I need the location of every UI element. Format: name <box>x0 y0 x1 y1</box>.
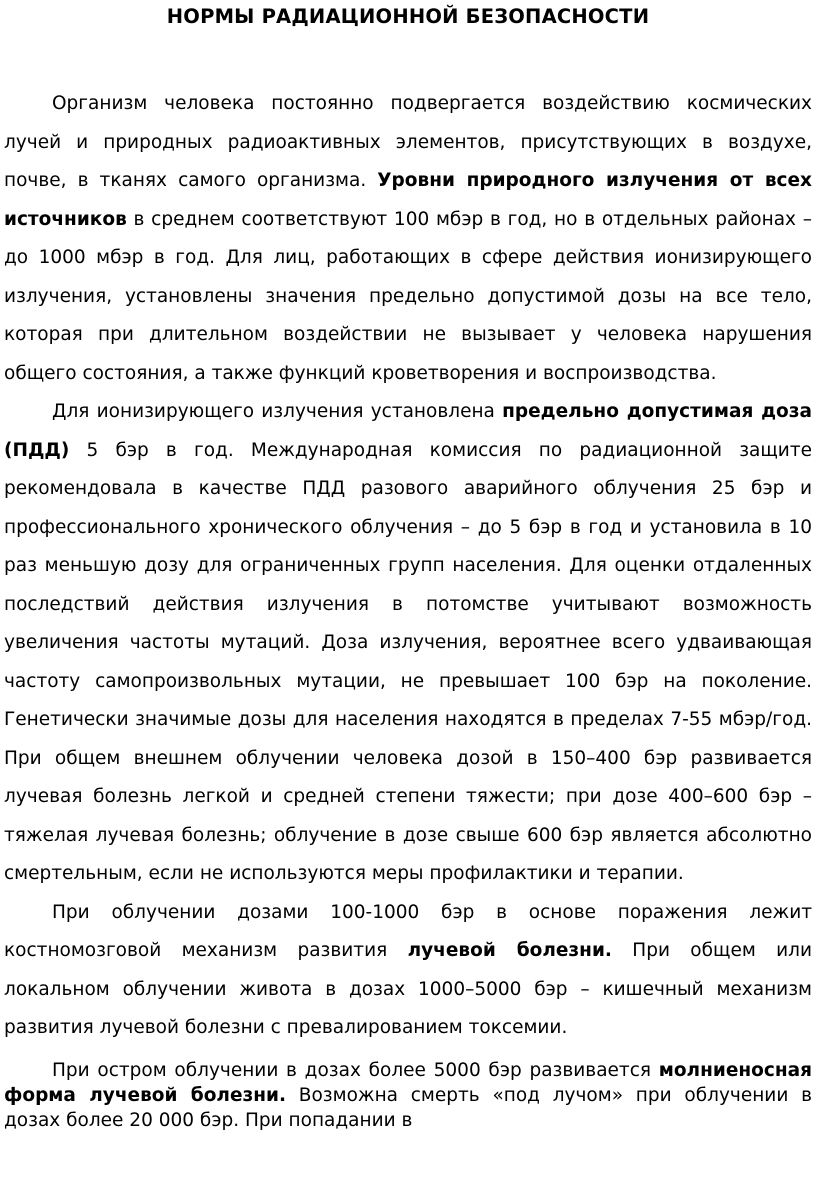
paragraph-text: Организм человека постоянно подвергается воздействию космических лучей и природных радиоактивных элементов, присутствующих в воздухе, почве, в тканях самого организма. <box>4 93 812 191</box>
paragraph-text: Возможна смерть «под лучом» при облучении в дозах более 20 000 бэр. При попадании в <box>4 1084 813 1131</box>
paragraph-text: в среднем соответствуют 100 мбэр в год, но в отдельных районах – до 1000 мбэр в год. Для лиц, работающих в сфере действия ионизирующего излучения, установлены значения предельно допустимой дозы на все тело, которая при длительном воздействии не вызывает у человека нарушения общего состояния, а также функций кроветворения и воспроизводства. <box>4 208 812 384</box>
bold-term: молниеносная форма лучевой болезни. <box>4 1059 812 1106</box>
bold-term: предельно допустимая доза (ПДД) <box>4 401 812 461</box>
page-title: НОРМЫ РАДИАЦИОННОЙ БЕЗОПАСНОСТИ <box>166 5 650 28</box>
paragraph-radiation-sickness <box>4 894 812 1048</box>
paragraph-text: Для ионизирующего излучения установлена <box>52 401 503 422</box>
paragraph-text: 5 бэр в год. Международная комиссия по радиационной защите рекомендовала в качестве ПДД разового аварийного облучения 25 бэр и профессионального хронического облучения – до 5 бэр в год и установила в 10 раз меньшую дозу для ограниченных групп населения. Для оценки отдаленных последствий действия излучения в потомстве учитывают возможность увеличения частоты мутаций. Доза излучения, вероятнее всего удваивающая частоту самопроизвольных мутации, не превышает 100 бэр на поколение. Генетически значимые дозы для населения находятся в пределах 7-55 мбэр/год. При общем внешнем облучении человека дозой в 150–400 бэр развивается лучевая болезнь легкой и средней степени тяжести; при дозе 400–600 бэр – тяжелая лучевая болезнь; облучение в дозе свыше 600 бэр является абсолютно смертельным, если не используются меры профилактики и терапии. <box>4 439 812 884</box>
paragraph-text: При остром облучении в дозах более 5000 бэр развивается <box>52 1059 659 1081</box>
paragraph-permissible-dose <box>4 393 812 894</box>
bold-term: Уровни природного излучения от всех источников <box>4 170 812 230</box>
paragraph-natural-radiation <box>4 85 812 393</box>
paragraph-text: При общем или локальном облучении живота в дозах 1000–5000 бэр – кишечный механизм развития лучевой болезни с превалированием токсемии. <box>4 940 812 1038</box>
paragraph-text: При облучении дозами 100-1000 бэр в основе поражения лежит костномозговой механизм развития <box>4 901 812 961</box>
paragraph-acute-exposure <box>4 1058 812 1133</box>
bold-term: лучевой болезни. <box>407 940 612 961</box>
